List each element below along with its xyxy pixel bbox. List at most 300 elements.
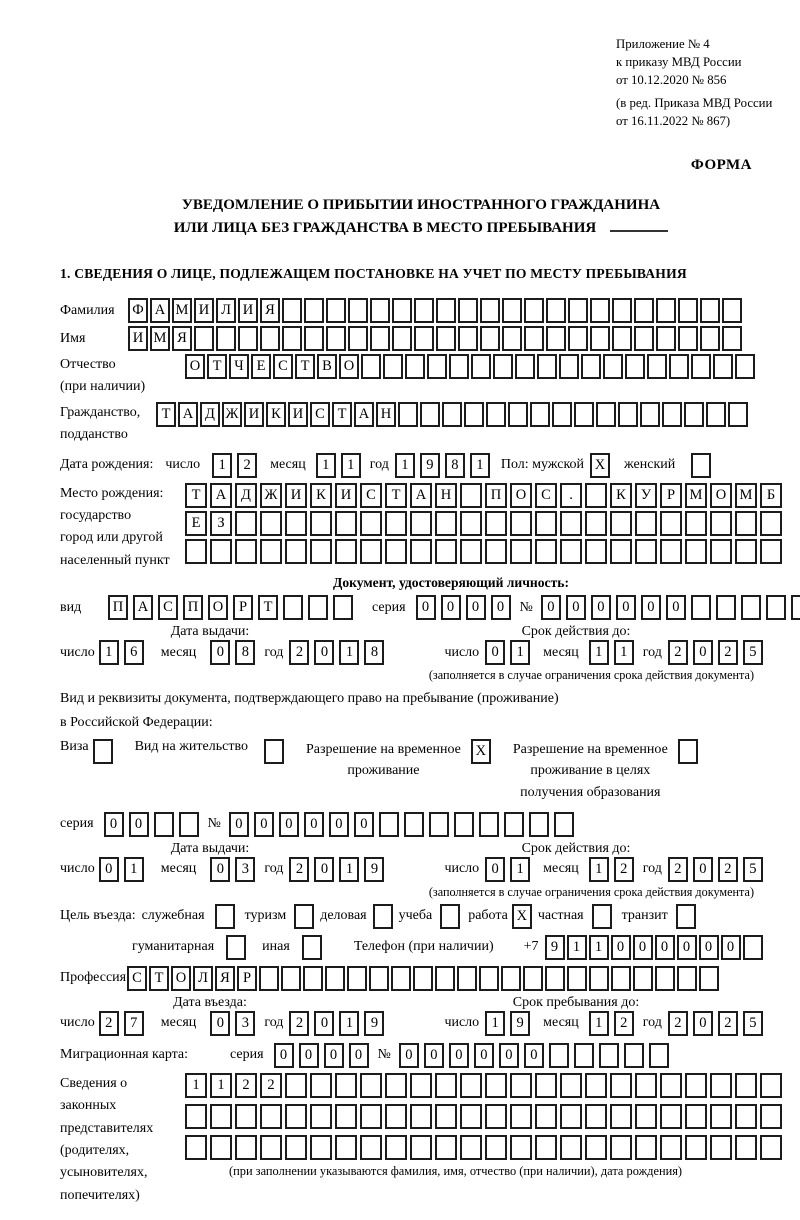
char-box[interactable] [427, 354, 447, 379]
char-box[interactable] [414, 326, 434, 351]
char-box[interactable]: 1 [185, 1073, 207, 1098]
char-box[interactable] [460, 539, 482, 564]
char-box[interactable]: Т [185, 483, 207, 508]
char-box[interactable] [585, 539, 607, 564]
char-box[interactable] [429, 812, 449, 837]
char-box[interactable]: 0 [611, 935, 631, 960]
char-box[interactable]: 2 [289, 1011, 309, 1036]
char-box[interactable] [678, 739, 698, 764]
char-box[interactable] [460, 1135, 482, 1160]
char-box[interactable]: Ф [128, 298, 148, 323]
char-box[interactable] [360, 1104, 382, 1129]
char-box[interactable] [285, 1135, 307, 1160]
char-box[interactable] [574, 402, 594, 427]
char-box[interactable] [304, 326, 324, 351]
char-box[interactable] [454, 812, 474, 837]
char-box[interactable] [710, 1073, 732, 1098]
char-box[interactable] [502, 326, 522, 351]
char-box[interactable] [610, 1073, 632, 1098]
char-box[interactable] [479, 966, 499, 991]
char-box[interactable]: 5 [743, 857, 763, 882]
char-box[interactable] [741, 595, 761, 620]
char-box[interactable] [535, 539, 557, 564]
char-box[interactable] [471, 354, 491, 379]
char-box[interactable]: О [171, 966, 191, 991]
char-box[interactable] [420, 402, 440, 427]
char-box[interactable] [743, 935, 763, 960]
char-box[interactable] [383, 354, 403, 379]
char-box[interactable] [460, 1104, 482, 1129]
char-box[interactable]: 6 [124, 640, 144, 665]
char-box[interactable]: 1 [339, 857, 359, 882]
char-box[interactable]: 1 [124, 857, 144, 882]
char-box[interactable] [303, 966, 323, 991]
char-box[interactable] [282, 298, 302, 323]
char-box[interactable]: С [158, 595, 178, 620]
char-box[interactable]: С [127, 966, 147, 991]
char-box[interactable]: Я [260, 298, 280, 323]
char-box[interactable] [635, 1073, 657, 1098]
char-box[interactable] [535, 1135, 557, 1160]
char-box[interactable]: 0 [210, 857, 230, 882]
char-box[interactable]: 8 [445, 453, 465, 478]
char-box[interactable] [260, 1135, 282, 1160]
char-box[interactable]: К [310, 483, 332, 508]
char-box[interactable] [722, 326, 742, 351]
char-box[interactable]: 0 [721, 935, 741, 960]
char-box[interactable] [560, 511, 582, 536]
char-box[interactable] [546, 298, 566, 323]
char-box[interactable]: 1 [510, 857, 530, 882]
char-box[interactable] [560, 539, 582, 564]
char-box[interactable] [410, 1135, 432, 1160]
char-box[interactable]: 1 [589, 1011, 609, 1036]
char-box[interactable] [655, 966, 675, 991]
char-box[interactable] [685, 511, 707, 536]
char-box[interactable] [700, 298, 720, 323]
char-box[interactable]: 5 [743, 1011, 763, 1036]
char-box[interactable] [347, 966, 367, 991]
char-box[interactable] [260, 511, 282, 536]
char-box[interactable]: 2 [668, 640, 688, 665]
char-box[interactable]: 0 [299, 1043, 319, 1068]
char-box[interactable] [485, 511, 507, 536]
char-box[interactable]: 1 [99, 640, 119, 665]
char-box[interactable]: И [194, 298, 214, 323]
char-box[interactable] [612, 326, 632, 351]
char-box[interactable] [235, 539, 257, 564]
char-box[interactable]: М [685, 483, 707, 508]
char-box[interactable]: 9 [545, 935, 565, 960]
char-box[interactable] [596, 402, 616, 427]
char-box[interactable]: 3 [235, 1011, 255, 1036]
char-box[interactable]: 1 [614, 640, 634, 665]
char-box[interactable] [760, 511, 782, 536]
char-box[interactable] [493, 354, 513, 379]
char-box[interactable]: П [485, 483, 507, 508]
char-box[interactable] [285, 1104, 307, 1129]
char-box[interactable]: 0 [314, 1011, 334, 1036]
char-box[interactable] [678, 326, 698, 351]
char-box[interactable] [235, 1104, 257, 1129]
char-box[interactable]: 0 [699, 935, 719, 960]
char-box[interactable] [435, 1073, 457, 1098]
char-box[interactable] [766, 595, 786, 620]
char-box[interactable] [735, 511, 757, 536]
char-box[interactable]: А [354, 402, 374, 427]
char-box[interactable]: Я [215, 966, 235, 991]
char-box[interactable]: 1 [589, 935, 609, 960]
char-box[interactable] [281, 966, 301, 991]
char-box[interactable] [760, 1104, 782, 1129]
char-box[interactable] [611, 966, 631, 991]
char-box[interactable]: Д [200, 402, 220, 427]
char-box[interactable]: У [635, 483, 657, 508]
char-box[interactable] [260, 326, 280, 351]
char-box[interactable] [610, 1135, 632, 1160]
char-box[interactable] [649, 1043, 669, 1068]
char-box[interactable] [215, 904, 235, 929]
char-box[interactable]: Е [185, 511, 207, 536]
char-box[interactable]: X [590, 453, 610, 478]
char-box[interactable] [379, 812, 399, 837]
char-box[interactable]: 1 [316, 453, 336, 478]
char-box[interactable]: Н [376, 402, 396, 427]
char-box[interactable] [154, 812, 174, 837]
char-box[interactable]: А [150, 298, 170, 323]
char-box[interactable]: 0 [474, 1043, 494, 1068]
char-box[interactable] [385, 1073, 407, 1098]
char-box[interactable] [585, 483, 607, 508]
char-box[interactable] [480, 298, 500, 323]
char-box[interactable] [710, 511, 732, 536]
char-box[interactable]: 2 [668, 1011, 688, 1036]
char-box[interactable] [370, 298, 390, 323]
char-box[interactable] [691, 453, 711, 478]
char-box[interactable]: Р [233, 595, 253, 620]
char-box[interactable]: 8 [235, 640, 255, 665]
char-box[interactable] [647, 354, 667, 379]
char-box[interactable] [502, 298, 522, 323]
char-box[interactable] [435, 966, 455, 991]
char-box[interactable] [460, 511, 482, 536]
char-box[interactable]: 8 [364, 640, 384, 665]
char-box[interactable] [404, 812, 424, 837]
char-box[interactable]: Т [385, 483, 407, 508]
char-box[interactable]: Р [237, 966, 257, 991]
char-box[interactable] [414, 298, 434, 323]
char-box[interactable] [486, 402, 506, 427]
char-box[interactable]: 1 [339, 1011, 359, 1036]
char-box[interactable]: И [285, 483, 307, 508]
char-box[interactable] [585, 1073, 607, 1098]
char-box[interactable] [294, 904, 314, 929]
char-box[interactable] [504, 812, 524, 837]
char-box[interactable] [392, 326, 412, 351]
char-box[interactable] [560, 1104, 582, 1129]
char-box[interactable] [728, 402, 748, 427]
char-box[interactable] [635, 511, 657, 536]
char-box[interactable] [210, 1135, 232, 1160]
char-box[interactable]: 7 [124, 1011, 144, 1036]
char-box[interactable] [285, 1073, 307, 1098]
char-box[interactable] [325, 966, 345, 991]
char-box[interactable] [610, 511, 632, 536]
char-box[interactable] [238, 326, 258, 351]
char-box[interactable] [716, 595, 736, 620]
char-box[interactable]: 0 [541, 595, 561, 620]
char-box[interactable] [656, 298, 676, 323]
char-box[interactable] [210, 539, 232, 564]
char-box[interactable] [592, 904, 612, 929]
char-box[interactable] [259, 966, 279, 991]
char-box[interactable] [410, 511, 432, 536]
char-box[interactable]: Л [216, 298, 236, 323]
char-box[interactable] [685, 539, 707, 564]
char-box[interactable] [515, 354, 535, 379]
char-box[interactable] [285, 511, 307, 536]
char-box[interactable] [194, 326, 214, 351]
char-box[interactable]: 0 [399, 1043, 419, 1068]
char-box[interactable]: 2 [235, 1073, 257, 1098]
char-box[interactable] [635, 1104, 657, 1129]
char-box[interactable] [710, 539, 732, 564]
char-box[interactable] [360, 1135, 382, 1160]
char-box[interactable]: 0 [424, 1043, 444, 1068]
char-box[interactable] [760, 1135, 782, 1160]
char-box[interactable]: О [510, 483, 532, 508]
char-box[interactable] [410, 1104, 432, 1129]
char-box[interactable] [326, 326, 346, 351]
char-box[interactable]: 9 [510, 1011, 530, 1036]
char-box[interactable] [735, 1073, 757, 1098]
char-box[interactable]: 1 [339, 640, 359, 665]
char-box[interactable]: 0 [279, 812, 299, 837]
char-box[interactable] [369, 966, 389, 991]
char-box[interactable]: 1 [589, 857, 609, 882]
char-box[interactable] [449, 354, 469, 379]
char-box[interactable]: И [128, 326, 148, 351]
char-box[interactable]: 0 [354, 812, 374, 837]
char-box[interactable]: X [512, 904, 532, 929]
char-box[interactable]: 1 [567, 935, 587, 960]
char-box[interactable] [722, 298, 742, 323]
char-box[interactable] [560, 1073, 582, 1098]
char-box[interactable] [552, 402, 572, 427]
char-box[interactable] [436, 298, 456, 323]
char-box[interactable] [574, 1043, 594, 1068]
char-box[interactable] [260, 539, 282, 564]
char-box[interactable]: Д [235, 483, 257, 508]
char-box[interactable] [524, 298, 544, 323]
char-box[interactable]: К [610, 483, 632, 508]
char-box[interactable]: П [108, 595, 128, 620]
char-box[interactable] [618, 402, 638, 427]
char-box[interactable]: Р [660, 483, 682, 508]
char-box[interactable] [710, 1104, 732, 1129]
char-box[interactable] [567, 966, 587, 991]
char-box[interactable]: 2 [237, 453, 257, 478]
char-box[interactable] [435, 511, 457, 536]
char-box[interactable] [660, 511, 682, 536]
char-box[interactable] [554, 812, 574, 837]
char-box[interactable]: 0 [693, 640, 713, 665]
char-box[interactable] [440, 904, 460, 929]
char-box[interactable] [435, 539, 457, 564]
char-box[interactable]: 2 [99, 1011, 119, 1036]
char-box[interactable] [348, 326, 368, 351]
char-box[interactable]: 0 [485, 857, 505, 882]
char-box[interactable] [535, 1104, 557, 1129]
char-box[interactable]: 0 [99, 857, 119, 882]
char-box[interactable]: 1 [341, 453, 361, 478]
char-box[interactable] [660, 1104, 682, 1129]
char-box[interactable] [524, 326, 544, 351]
char-box[interactable] [308, 595, 328, 620]
char-box[interactable]: 0 [441, 595, 461, 620]
char-box[interactable] [210, 1104, 232, 1129]
char-box[interactable]: 0 [616, 595, 636, 620]
char-box[interactable] [610, 539, 632, 564]
char-box[interactable] [568, 298, 588, 323]
char-box[interactable] [185, 1104, 207, 1129]
char-box[interactable] [413, 966, 433, 991]
char-box[interactable] [235, 1135, 257, 1160]
char-box[interactable] [460, 483, 482, 508]
char-box[interactable]: 0 [314, 857, 334, 882]
char-box[interactable] [677, 966, 697, 991]
char-box[interactable]: 3 [235, 857, 255, 882]
char-box[interactable] [360, 539, 382, 564]
char-box[interactable] [510, 1104, 532, 1129]
char-box[interactable]: А [133, 595, 153, 620]
char-box[interactable] [590, 326, 610, 351]
char-box[interactable] [635, 1135, 657, 1160]
char-box[interactable] [326, 298, 346, 323]
char-box[interactable] [530, 402, 550, 427]
char-box[interactable] [304, 298, 324, 323]
char-box[interactable] [335, 539, 357, 564]
char-box[interactable]: 0 [229, 812, 249, 837]
char-box[interactable] [333, 595, 353, 620]
char-box[interactable]: 0 [254, 812, 274, 837]
char-box[interactable] [93, 739, 113, 764]
char-box[interactable] [585, 1104, 607, 1129]
char-box[interactable]: 0 [274, 1043, 294, 1068]
char-box[interactable]: 9 [364, 857, 384, 882]
char-box[interactable]: 2 [718, 1011, 738, 1036]
char-box[interactable] [310, 1135, 332, 1160]
char-box[interactable] [545, 966, 565, 991]
char-box[interactable] [713, 354, 733, 379]
char-box[interactable] [310, 511, 332, 536]
char-box[interactable] [685, 1135, 707, 1160]
char-box[interactable] [185, 539, 207, 564]
char-box[interactable] [559, 354, 579, 379]
char-box[interactable]: Ж [222, 402, 242, 427]
char-box[interactable] [635, 539, 657, 564]
char-box[interactable]: И [288, 402, 308, 427]
char-box[interactable] [480, 326, 500, 351]
char-box[interactable] [310, 539, 332, 564]
char-box[interactable]: 0 [666, 595, 686, 620]
char-box[interactable]: 2 [668, 857, 688, 882]
char-box[interactable] [634, 326, 654, 351]
char-box[interactable]: С [535, 483, 557, 508]
char-box[interactable]: 1 [485, 1011, 505, 1036]
char-box[interactable] [335, 511, 357, 536]
char-box[interactable]: 0 [566, 595, 586, 620]
char-box[interactable] [410, 539, 432, 564]
char-box[interactable] [700, 326, 720, 351]
char-box[interactable]: 0 [314, 640, 334, 665]
char-box[interactable] [458, 326, 478, 351]
char-box[interactable] [546, 326, 566, 351]
char-box[interactable]: 2 [289, 857, 309, 882]
char-box[interactable] [405, 354, 425, 379]
char-box[interactable]: 0 [524, 1043, 544, 1068]
char-box[interactable]: М [735, 483, 757, 508]
char-box[interactable]: С [310, 402, 330, 427]
char-box[interactable] [735, 1135, 757, 1160]
char-box[interactable]: 0 [499, 1043, 519, 1068]
char-box[interactable]: С [360, 483, 382, 508]
char-box[interactable] [302, 935, 322, 960]
char-box[interactable] [699, 966, 719, 991]
char-box[interactable] [335, 1073, 357, 1098]
char-box[interactable] [335, 1104, 357, 1129]
char-box[interactable] [392, 298, 412, 323]
char-box[interactable]: Я [172, 326, 192, 351]
char-box[interactable]: Л [193, 966, 213, 991]
char-box[interactable]: 0 [210, 1011, 230, 1036]
char-box[interactable] [410, 1073, 432, 1098]
char-box[interactable] [442, 402, 462, 427]
char-box[interactable]: О [710, 483, 732, 508]
char-box[interactable] [535, 511, 557, 536]
char-box[interactable]: Т [207, 354, 227, 379]
char-box[interactable]: 0 [104, 812, 124, 837]
char-box[interactable] [760, 1073, 782, 1098]
char-box[interactable] [685, 1073, 707, 1098]
char-box[interactable]: 1 [210, 1073, 232, 1098]
char-box[interactable]: 0 [416, 595, 436, 620]
char-box[interactable] [625, 354, 645, 379]
char-box[interactable] [179, 812, 199, 837]
char-box[interactable]: О [208, 595, 228, 620]
char-box[interactable]: И [238, 298, 258, 323]
char-box[interactable] [285, 539, 307, 564]
char-box[interactable] [791, 595, 800, 620]
char-box[interactable] [485, 1073, 507, 1098]
char-box[interactable] [691, 595, 711, 620]
char-box[interactable] [640, 402, 660, 427]
char-box[interactable]: В [317, 354, 337, 379]
char-box[interactable]: 1 [510, 640, 530, 665]
char-box[interactable]: 9 [364, 1011, 384, 1036]
char-box[interactable] [599, 1043, 619, 1068]
char-box[interactable] [735, 354, 755, 379]
char-box[interactable]: Т [295, 354, 315, 379]
char-box[interactable] [656, 326, 676, 351]
char-box[interactable] [282, 326, 302, 351]
char-box[interactable]: П [183, 595, 203, 620]
char-box[interactable] [760, 539, 782, 564]
char-box[interactable]: 1 [212, 453, 232, 478]
char-box[interactable]: 2 [614, 857, 634, 882]
char-box[interactable] [685, 1104, 707, 1129]
char-box[interactable]: 0 [466, 595, 486, 620]
